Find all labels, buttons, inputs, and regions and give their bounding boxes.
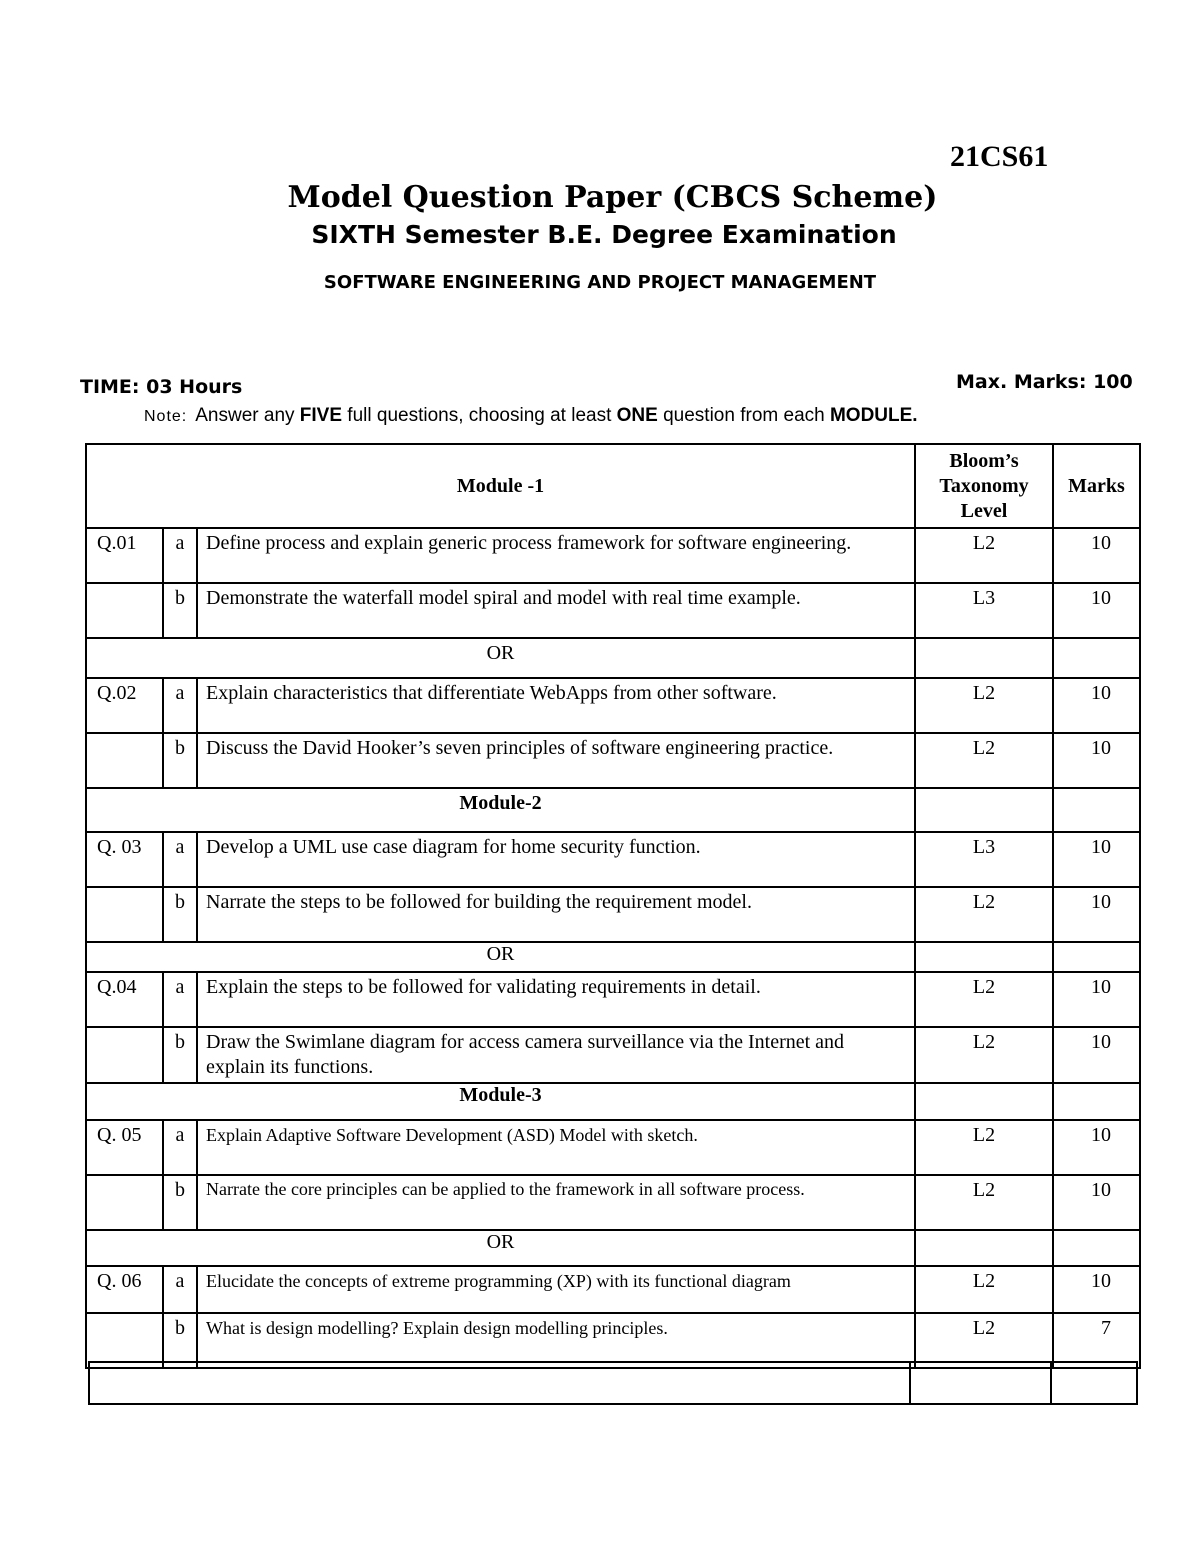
blooms-level: L2 xyxy=(915,1266,1053,1313)
module-row xyxy=(86,1083,1140,1120)
module-heading: Module-3 xyxy=(86,1083,915,1120)
trailing-empty-row xyxy=(88,1361,1138,1405)
question-part: b xyxy=(163,583,197,638)
or-separator: OR xyxy=(86,1230,915,1266)
question-text: What is design modelling? Explain design modelling principles. xyxy=(197,1313,915,1368)
empty-cell xyxy=(1053,942,1140,972)
question-marks: 10 xyxy=(1053,832,1140,887)
question-text: Demonstrate the waterfall model spiral and model with real time example. xyxy=(197,583,915,638)
marks-header: Marks xyxy=(1053,444,1140,528)
or-row xyxy=(86,942,1140,972)
empty-cell xyxy=(1053,1230,1140,1266)
question-marks: 10 xyxy=(1053,1027,1140,1083)
question-row xyxy=(86,583,1140,638)
question-marks: 10 xyxy=(1053,733,1140,788)
question-part: b xyxy=(163,1313,197,1368)
module-heading: Module-2 xyxy=(86,788,915,832)
empty-cell xyxy=(915,942,1053,972)
question-text: Narrate the core principles can be applied to the framework in all software process. xyxy=(197,1175,915,1230)
question-marks: 7 xyxy=(1053,1313,1140,1368)
empty-cell xyxy=(915,788,1053,832)
exam-subtitle: SIXTH Semester B.E. Degree Examination xyxy=(311,220,897,249)
question-text: Explain the steps to be followed for validating requirements in detail. xyxy=(197,972,915,1027)
question-part: a xyxy=(163,1266,197,1313)
question-part: b xyxy=(163,887,197,942)
question-text: Define process and explain generic process framework for software engineering. xyxy=(197,528,915,583)
question-row xyxy=(86,528,1140,583)
note-text: question from each xyxy=(657,405,830,426)
or-separator: OR xyxy=(86,638,915,678)
blooms-level-header: Bloom’s Taxonomy Level xyxy=(915,444,1053,528)
question-number xyxy=(86,1027,163,1083)
question-text: Narrate the steps to be followed for building the requirement model. xyxy=(197,887,915,942)
question-row xyxy=(86,1027,1140,1083)
or-row xyxy=(86,638,1140,678)
question-number: Q.01 xyxy=(86,528,163,583)
question-number xyxy=(86,887,163,942)
note-text: full questions, choosing at least xyxy=(342,405,617,426)
question-part: a xyxy=(163,528,197,583)
empty-cell xyxy=(1053,1083,1140,1120)
question-marks: 10 xyxy=(1053,678,1140,733)
question-marks: 10 xyxy=(1053,972,1140,1027)
blooms-level: L3 xyxy=(915,832,1053,887)
empty-cell xyxy=(915,1083,1053,1120)
blooms-level: L2 xyxy=(915,1175,1053,1230)
question-part: a xyxy=(163,972,197,1027)
question-marks: 10 xyxy=(1053,1175,1140,1230)
question-text: Elucidate the concepts of extreme programming (XP) with its functional diagram xyxy=(197,1266,915,1313)
or-row xyxy=(86,1230,1140,1266)
question-row xyxy=(86,1175,1140,1230)
subject-name: SOFTWARE ENGINEERING AND PROJECT MANAGEMENT xyxy=(323,272,877,293)
question-part: b xyxy=(163,1027,197,1083)
question-text: Discuss the David Hooker’s seven principles of software engineering practice. xyxy=(197,733,915,788)
question-table xyxy=(85,443,1141,1369)
question-number: Q. 06 xyxy=(86,1266,163,1313)
subject-code: 21CS61 xyxy=(950,140,1049,173)
max-marks: Max. Marks: 100 xyxy=(956,371,1133,393)
question-row xyxy=(86,832,1140,887)
column-divider xyxy=(1050,1363,1052,1403)
question-part: a xyxy=(163,1120,197,1175)
note-label: Note: xyxy=(144,408,188,425)
empty-cell xyxy=(915,1230,1053,1266)
blooms-level: L2 xyxy=(915,887,1053,942)
question-row xyxy=(86,887,1140,942)
question-marks: 10 xyxy=(1053,583,1140,638)
blooms-level: L2 xyxy=(915,528,1053,583)
note-emphasis: ONE xyxy=(616,405,658,426)
blooms-level: L2 xyxy=(915,1313,1053,1368)
question-part: a xyxy=(163,832,197,887)
question-number: Q. 05 xyxy=(86,1120,163,1175)
note-text: Answer any xyxy=(195,405,300,426)
question-row xyxy=(86,733,1140,788)
question-number xyxy=(86,583,163,638)
blooms-level: L2 xyxy=(915,1027,1053,1083)
question-part: a xyxy=(163,678,197,733)
question-row xyxy=(86,1120,1140,1175)
question-marks: 10 xyxy=(1053,1266,1140,1313)
note-emphasis: MODULE. xyxy=(829,405,918,426)
or-separator: OR xyxy=(86,942,915,972)
question-part: b xyxy=(163,733,197,788)
empty-cell xyxy=(1053,638,1140,678)
question-number xyxy=(86,1175,163,1230)
question-row xyxy=(86,1266,1140,1313)
question-marks: 10 xyxy=(1053,887,1140,942)
question-marks: 10 xyxy=(1053,1120,1140,1175)
blooms-level: L2 xyxy=(915,678,1053,733)
empty-cell xyxy=(1053,788,1140,832)
blooms-level: L2 xyxy=(915,972,1053,1027)
question-part: b xyxy=(163,1175,197,1230)
question-row xyxy=(86,972,1140,1027)
note-emphasis: FIVE xyxy=(299,405,343,426)
blooms-level: L2 xyxy=(915,1120,1053,1175)
question-text: Draw the Swimlane diagram for access camera surveillance via the Internet and explain its functions. xyxy=(197,1027,915,1083)
column-divider xyxy=(909,1363,911,1403)
question-number xyxy=(86,1313,163,1368)
question-number: Q.04 xyxy=(86,972,163,1027)
question-row xyxy=(86,1313,1140,1368)
instructions-note xyxy=(144,405,918,427)
empty-cell xyxy=(915,638,1053,678)
blooms-level: L2 xyxy=(915,733,1053,788)
question-number xyxy=(86,733,163,788)
question-number: Q. 03 xyxy=(86,832,163,887)
question-number: Q.02 xyxy=(86,678,163,733)
question-row xyxy=(86,678,1140,733)
module-heading: Module -1 xyxy=(86,444,915,528)
blooms-level: L3 xyxy=(915,583,1053,638)
table-header-row xyxy=(86,444,1140,528)
module-row xyxy=(86,788,1140,832)
question-text: Explain Adaptive Software Development (ASD) Model with sketch. xyxy=(197,1120,915,1175)
exam-time: TIME: 03 Hours xyxy=(80,376,243,398)
paper-title: Model Question Paper (CBCS Scheme) xyxy=(287,180,938,215)
question-marks: 10 xyxy=(1053,528,1140,583)
question-text: Explain characteristics that differentiate WebApps from other software. xyxy=(197,678,915,733)
question-text: Develop a UML use case diagram for home security function. xyxy=(197,832,915,887)
